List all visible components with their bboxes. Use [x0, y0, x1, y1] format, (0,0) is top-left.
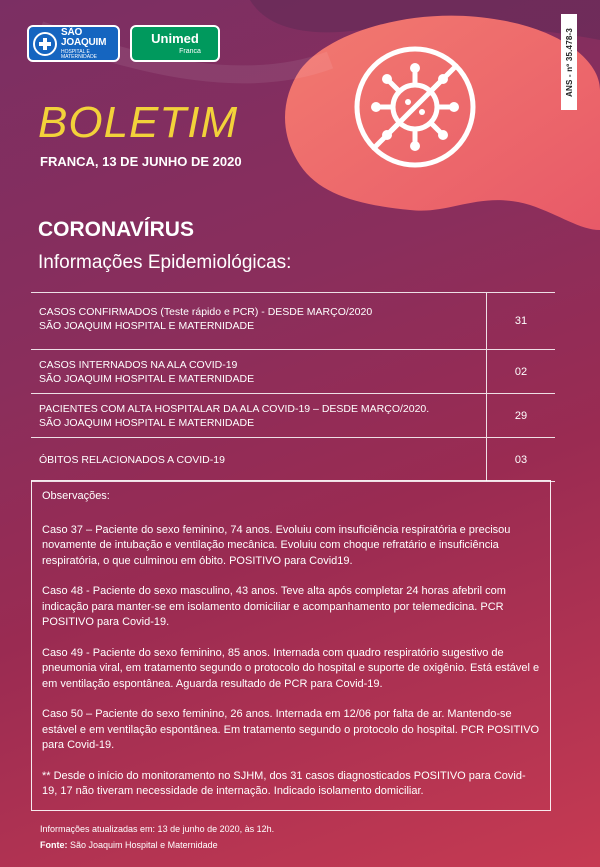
table-row — [31, 438, 555, 482]
unimed-logo-sub: Franca — [179, 48, 201, 55]
table-row — [31, 350, 555, 394]
row-value: 29 — [486, 394, 555, 437]
row-label-line: PACIENTES COM ALTA HOSPITALAR DA ALA COVID-19 – DESDE MARÇO/2020. — [39, 403, 430, 415]
row-label — [31, 293, 486, 349]
section-heading: CORONAVÍRUS — [38, 218, 194, 241]
row-label-line: CASOS CONFIRMADOS (Teste rápido e PCR) - DESDE MARÇO/2020 — [39, 306, 373, 318]
update-info: Informações atualizadas em: 13 de junho de 2020, às 12h. — [40, 824, 275, 834]
row-label-line: CASOS INTERNADOS NA ALA COVID-19 — [39, 359, 238, 371]
row-label — [31, 438, 486, 481]
bulletin-title: BOLETIM — [38, 98, 239, 147]
unimed-logo — [130, 25, 220, 62]
observation-case: Caso 49 - Paciente do sexo feminino, 85 anos. Internada com quadro respiratório sugestivo de pneumonia viral, em tratamento segundo o protocolo do hospital e suporte de oxigênio. Está estável e em ventilação espontânea. Aguarda resultado de PCR para Covid-19. — [42, 646, 540, 690]
row-label-line: ÓBITOS RELACIONADOS A COVID-19 — [39, 453, 225, 466]
source-label: Fonte: — [40, 840, 68, 850]
row-label-line: SÃO JOAQUIM HOSPITAL E MATERNIDADE — [39, 373, 255, 385]
observation-case: Caso 37 – Paciente do sexo feminino, 74 anos. Evoluiu com insuficiência respiratória e precisou novamente de intubação e ventilação mecânica. Evoluiu com choque refratário e insuficiência respiratória, o que culminou em óbito. POSITIVO para Covid19. — [42, 523, 511, 567]
ans-registration — [561, 14, 577, 110]
observations-heading: Observações: — [42, 490, 110, 502]
sj-logo-sub: HOSPITAL E MATERNIDADE — [61, 48, 98, 60]
observation-case: Caso 50 – Paciente do sexo feminino, 26 anos. Internada em 12/06 por falta de ar. Mantendo-se estável e em ventilação espontânea. Em tratamento segundo o protocolo do hospital. PCR POSITIVO para Covid-19. — [42, 708, 540, 751]
observations-box — [31, 480, 551, 811]
source-value: São Joaquim Hospital e Maternidade — [70, 840, 218, 850]
observation-case: Caso 48 - Paciente do sexo masculino, 43 anos. Teve alta após completar 24 horas afebril com indicação para manter-se em isolamento domiciliar e acompanhamento por telemedicina. PCR POSITIVO para Covid-19. — [42, 585, 506, 628]
sao-joaquim-logo — [27, 25, 120, 62]
unimed-logo-name: Unimed — [151, 31, 199, 46]
ans-text: ANS - nº 35.478-3 — [564, 27, 574, 97]
no-virus-icon — [350, 42, 480, 172]
observation-note: ** Desde o início do monitoramento no SJHM, dos 31 casos diagnosticados POSITIVO para Covid-19, 17 não tiveram necessidade de internação. Indicado isolamento domiciliar. — [42, 769, 526, 797]
source-info — [40, 840, 218, 850]
row-label — [31, 350, 486, 393]
row-value: 31 — [486, 293, 555, 349]
row-label — [31, 394, 486, 437]
section-subheading: Informações Epidemiológicas: — [38, 252, 292, 273]
table-row — [31, 292, 555, 350]
row-label-line: SÃO JOAQUIM HOSPITAL E MATERNIDADE — [39, 320, 255, 332]
bulletin-date: FRANCA, 13 DE JUNHO DE 2020 — [40, 154, 242, 169]
row-value: 03 — [486, 438, 555, 481]
epidemiology-table — [31, 292, 555, 482]
cross-emblem-icon — [33, 32, 57, 56]
sj-logo-name: SÃO JOAQUIM — [61, 26, 107, 48]
table-row — [31, 394, 555, 438]
row-label-line: SÃO JOAQUIM HOSPITAL E MATERNIDADE — [39, 417, 255, 429]
row-value: 02 — [486, 350, 555, 393]
